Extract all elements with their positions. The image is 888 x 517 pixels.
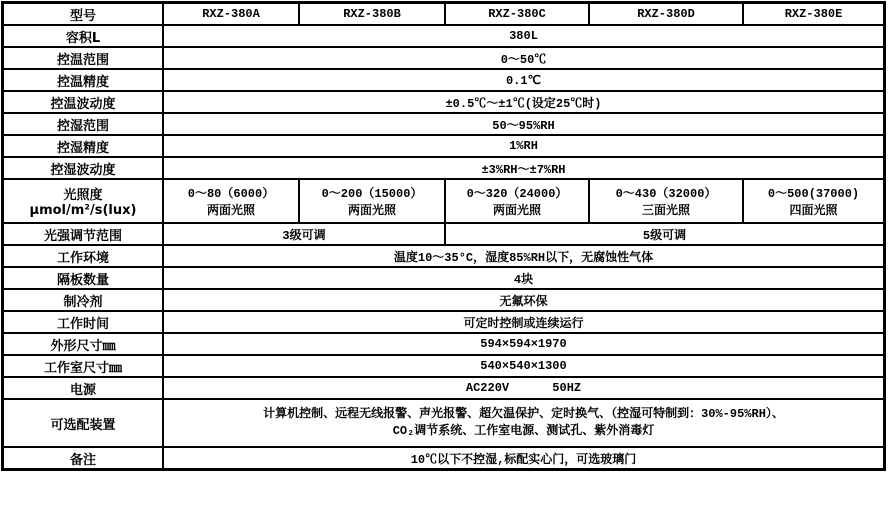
illuminance-mode: 三面光照: [641, 204, 690, 218]
light-adjust-ab: 3级可调: [164, 224, 444, 244]
row-label: 隔板数量: [4, 268, 162, 288]
illuminance-mode: 四面光照: [789, 204, 838, 218]
model-rxz-380b: RXZ-380B: [300, 4, 444, 24]
row-value: 1%RH: [164, 136, 883, 156]
row-label: 制冷剂: [4, 290, 162, 310]
model-rxz-380d: RXZ-380D: [590, 4, 742, 24]
illuminance-label-unit: μmol/m²/s(lux): [29, 203, 137, 218]
illuminance-range: 0～80（6000）: [187, 187, 275, 201]
row-label: 控湿范围: [4, 114, 162, 134]
model-rxz-380e: RXZ-380E: [744, 4, 883, 24]
illuminance-value-b: [300, 180, 444, 222]
model-rxz-380a: RXZ-380A: [164, 4, 298, 24]
row-label: 可选配装置: [4, 400, 162, 446]
row-label: 电源: [4, 378, 162, 398]
illuminance-range: 0～430（32000）: [615, 187, 717, 201]
row-value: 540×540×1300: [164, 356, 883, 376]
row-label: [4, 180, 162, 222]
row-value: 无氟环保: [164, 290, 883, 310]
options-line2: CO₂调节系统、工作室电源、测试孔、紫外消毒灯: [392, 424, 655, 438]
row-label: 工作室尺寸㎜: [4, 356, 162, 376]
header-label: 型号: [4, 4, 162, 24]
row-value: 50～95%RH: [164, 114, 883, 134]
row-label: 工作环境: [4, 246, 162, 266]
light-adjust-cde: 5级可调: [446, 224, 883, 244]
header-row: [4, 4, 883, 24]
row-label: 容积L: [4, 26, 162, 46]
illuminance-range: 0～500(37000): [767, 187, 860, 201]
row-value: AC220V 50HZ: [164, 378, 883, 398]
spec-table: [1, 1, 886, 471]
row-value: [164, 400, 883, 446]
illuminance-value-e: [744, 180, 883, 222]
row-label: 工作时间: [4, 312, 162, 332]
row-temp-range: [4, 48, 883, 68]
illuminance-mode: 两面光照: [206, 204, 255, 218]
row-inner-size: [4, 356, 883, 376]
row-humidity-range: [4, 114, 883, 134]
row-remarks: [4, 448, 883, 468]
row-humidity-precision: [4, 136, 883, 156]
illuminance-value-a: [164, 180, 298, 222]
row-outer-size: [4, 334, 883, 354]
row-value: 温度10～35°C，湿度85%RH以下，无腐蚀性气体: [164, 246, 883, 266]
row-illuminance: [4, 180, 883, 222]
row-shelves: [4, 268, 883, 288]
illuminance-mode: 两面光照: [492, 204, 541, 218]
row-label: 控温范围: [4, 48, 162, 68]
illuminance-range: 0～200（15000）: [321, 187, 423, 201]
row-refrigerant: [4, 290, 883, 310]
row-value: 380L: [164, 26, 883, 46]
row-work-time: [4, 312, 883, 332]
row-value: ±0.5℃～±1℃(设定25℃时): [164, 92, 883, 112]
row-label: 控湿波动度: [4, 158, 162, 178]
row-label: 控温精度: [4, 70, 162, 90]
row-value: 10℃以下不控湿,标配实心门，可选玻璃门: [164, 448, 883, 468]
row-label: 备注: [4, 448, 162, 468]
row-value: 0.1℃: [164, 70, 883, 90]
row-label: 控湿精度: [4, 136, 162, 156]
options-line1: 计算机控制、远程无线报警、声光报警、超欠温保护、定时换气、（控湿可特制到：30%-95%RH）、: [263, 407, 784, 421]
row-humidity-fluctuation: [4, 158, 883, 178]
row-environment: [4, 246, 883, 266]
row-options: [4, 400, 883, 446]
illuminance-label-line1: 光照度: [63, 188, 103, 203]
illuminance-value-c: [446, 180, 588, 222]
row-label: 光强调节范围: [4, 224, 162, 244]
row-label: 控温波动度: [4, 92, 162, 112]
illuminance-mode: 两面光照: [347, 204, 396, 218]
row-label: 外形尺寸㎜: [4, 334, 162, 354]
row-value: 0～50℃: [164, 48, 883, 68]
row-value: 4块: [164, 268, 883, 288]
row-capacity: [4, 26, 883, 46]
illuminance-value-d: [590, 180, 742, 222]
row-temp-fluctuation: [4, 92, 883, 112]
model-rxz-380c: RXZ-380C: [446, 4, 588, 24]
row-temp-precision: [4, 70, 883, 90]
row-power: [4, 378, 883, 398]
row-value: 可定时控制或连续运行: [164, 312, 883, 332]
illuminance-range: 0～320（24000）: [466, 187, 568, 201]
row-light-adjust: [4, 224, 883, 244]
row-value: ±3%RH～±7%RH: [164, 158, 883, 178]
row-value: 594×594×1970: [164, 334, 883, 354]
